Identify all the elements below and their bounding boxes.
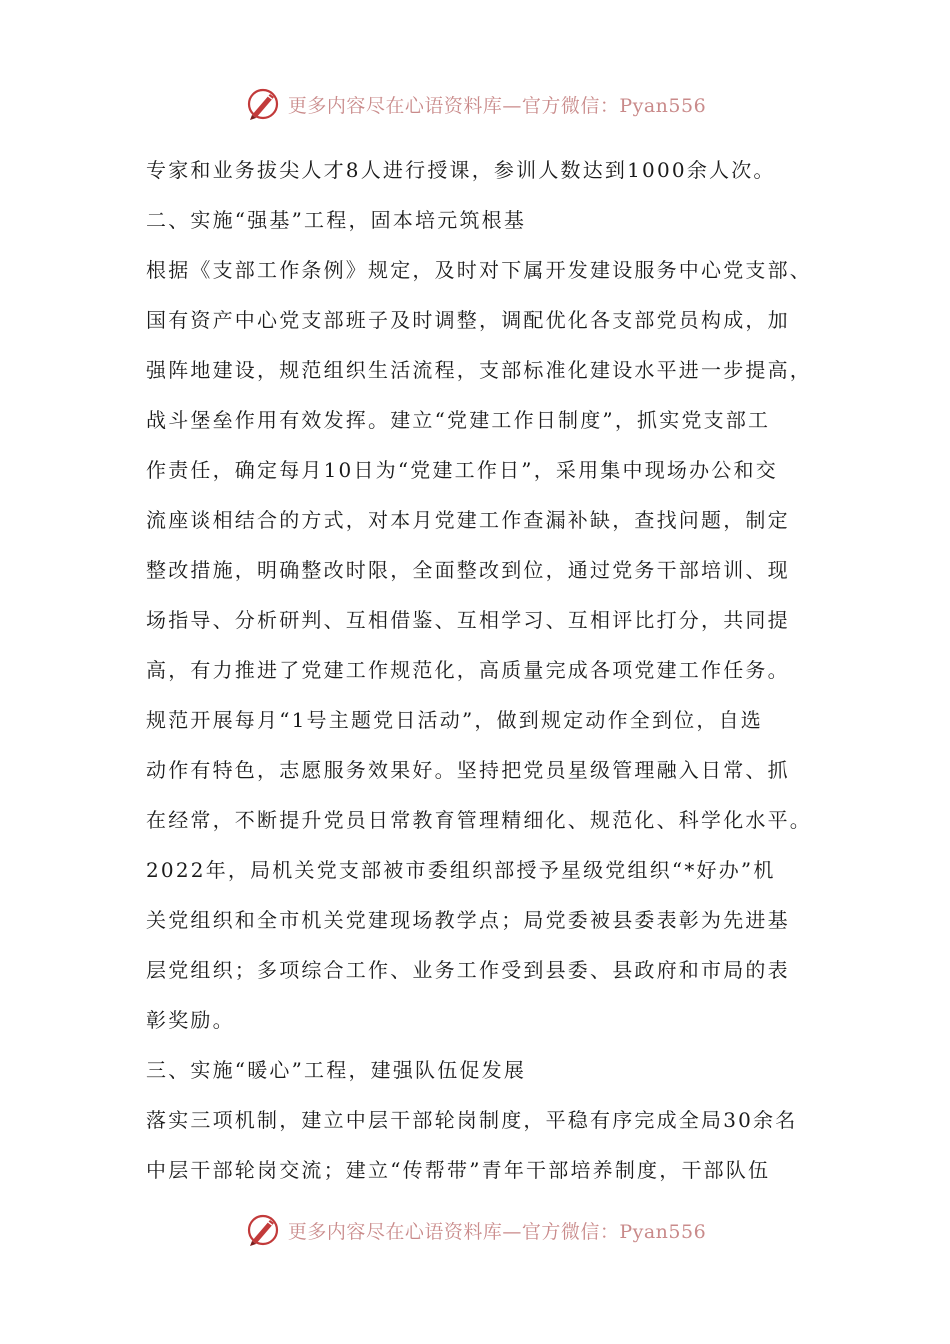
text-line: 高，有力推进了党建工作规范化，高质量完成各项党建工作任务。 xyxy=(146,658,790,682)
text-line: 动作有特色，志愿服务效果好。坚持把党员星级管理融入日常、抓 xyxy=(146,758,790,782)
text-line: 国有资产中心党支部班子及时调整，调配优化各支部党员构成，加 xyxy=(146,308,790,332)
section-heading: 三、实施“暖心”工程，建强队伍促发展 xyxy=(146,1058,527,1082)
text-line: 层党组织；多项综合工作、业务工作受到县委、县政府和市局的表 xyxy=(146,958,790,982)
text-line: 整改措施，明确整改时限，全面整改到位，通过党务干部培训、现 xyxy=(146,558,790,582)
header-watermark xyxy=(0,82,950,126)
text-line: 规范开展每月“1号主题党日活动”，做到规定动作全到位，自选 xyxy=(146,708,763,732)
text-line: 根据《支部工作条例》规定，及时对下属开发建设服务中心党支部、 xyxy=(146,258,812,282)
text-line: 战斗堡垒作用有效发挥。建立“党建工作日制度”，抓实党支部工 xyxy=(146,408,771,432)
text-line: 场指导、分析研判、互相借鉴、互相学习、互相评比打分，共同提 xyxy=(146,608,790,632)
text-line: 落实三项机制，建立中层干部轮岗制度，平稳有序完成全局30余名 xyxy=(146,1108,798,1132)
text-line: 关党组织和全市机关党建现场教学点；局党委被县委表彰为先进基 xyxy=(146,908,790,932)
text-line: 强阵地建设，规范组织生活流程，支部标准化建设水平进一步提高， xyxy=(146,358,812,382)
text-line: 专家和业务拔尖人才8人进行授课，参训人数达到1000余人次。 xyxy=(146,158,776,182)
pen-logo-icon xyxy=(244,1211,282,1249)
text-line: 中层干部轮岗交流；建立“传帮带”青年干部培养制度，干部队伍 xyxy=(146,1158,771,1182)
text-line: 彰奖励。 xyxy=(146,1008,235,1032)
text-line: 2022年，局机关党支部被市委组织部授予星级党组织“*好办”机 xyxy=(146,858,776,882)
text-line: 作责任，确定每月10日为“党建工作日”，采用集中现场办公和交 xyxy=(146,458,778,482)
text-line: 在经常，不断提升党员日常教育管理精细化、规范化、科学化水平。 xyxy=(146,808,812,832)
document-body xyxy=(146,145,816,1195)
pen-logo-icon xyxy=(244,85,282,123)
footer-watermark xyxy=(0,1208,950,1252)
watermark-text: 更多内容尽在心语资料库—官方微信：Pyan556 xyxy=(287,1220,707,1243)
watermark-text: 更多内容尽在心语资料库—官方微信：Pyan556 xyxy=(287,94,707,117)
section-heading: 二、实施“强基”工程，固本培元筑根基 xyxy=(146,208,527,232)
text-line: 流座谈相结合的方式，对本月党建工作查漏补缺，查找问题，制定 xyxy=(146,508,790,532)
